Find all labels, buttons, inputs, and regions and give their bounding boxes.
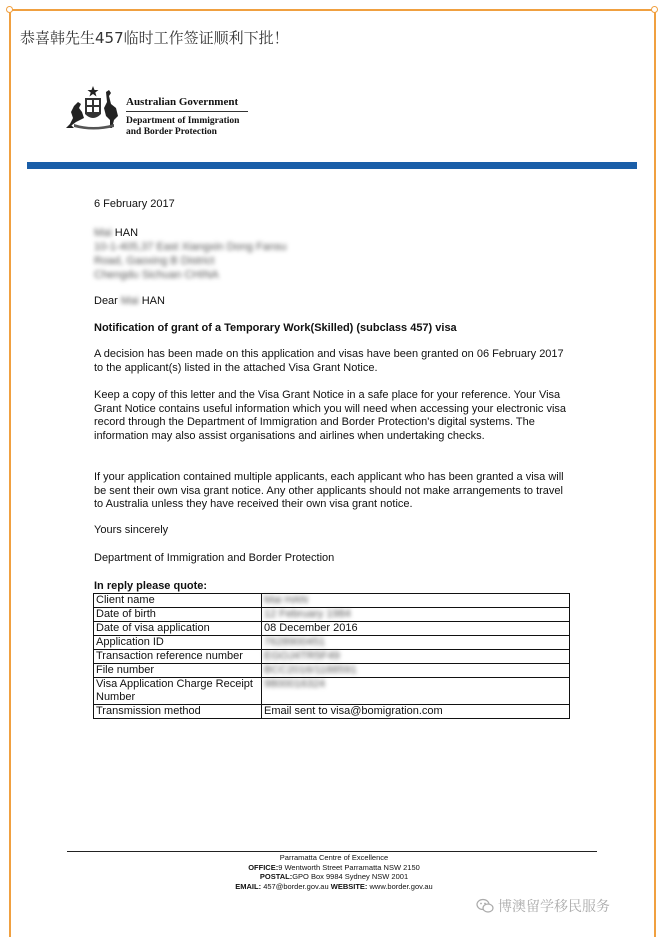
row-value: 08 December 2016 <box>262 622 570 636</box>
reference-table <box>93 593 570 719</box>
recipient-address-line1: 10-1-405,37 East Xiangxin Dong Fansu <box>94 241 287 253</box>
footer-contact: EMAIL: 457@border.gov.au WEBSITE: www.border.gov.au <box>235 881 433 891</box>
recipient-address-line3: Chengdu Sichuan CHINA <box>94 269 219 281</box>
table-row <box>94 608 570 622</box>
letter-paragraph-2: Keep a copy of this letter and the Visa Grant Notice in a safe place for your reference. Your Visa Grant Notice contains useful information which you will need when accessing your electronic visa record through the Department of Immigration and Border Protection's digital systems. The information may also assist organisations and airlines when undertaking checks. <box>94 389 567 442</box>
letterhead-blue-bar <box>27 162 637 169</box>
letter-paragraph-3: If your application contained multiple applicants, each applicant who has been granted a visa will be sent their own visa grant notice. Any other applicants should not make arrangements to travel to Australia unless they have received their own visa grant notice. <box>94 471 564 510</box>
table-row <box>94 594 570 608</box>
footer-postal: POSTAL:GPO Box 9984 Sydney NSW 2001 <box>259 872 409 882</box>
table-row <box>94 678 570 705</box>
row-value-redacted: EGOJ4TR5F49 <box>262 650 570 664</box>
row-label: File number <box>94 664 262 678</box>
row-value: Email sent to visa@bomigration.com <box>262 705 570 719</box>
department-name-line2: and Border Protection <box>126 127 217 137</box>
footer-office: OFFICE:9 Wentworth Street Parramatta NSW 2150 <box>248 862 420 872</box>
row-label: Transaction reference number <box>94 650 262 664</box>
row-value-redacted: Mai HAN <box>262 594 570 608</box>
table-row <box>94 664 570 678</box>
row-value-redacted: BCC2016/1188591 <box>262 664 570 678</box>
table-row <box>94 705 570 719</box>
row-value-redacted: 9800016324 <box>262 678 570 705</box>
table-row <box>94 636 570 650</box>
department-name <box>126 116 266 138</box>
letter-footer <box>140 853 528 891</box>
row-value-redacted: 12 February 1984 <box>262 608 570 622</box>
letter-signature: Department of Immigration and Border Protection <box>94 552 335 564</box>
salutation <box>94 295 165 309</box>
letter-date: 6 February 2017 <box>94 198 175 210</box>
letterhead-divider <box>126 111 248 112</box>
government-name: Australian Government <box>126 96 239 108</box>
table-row <box>94 650 570 664</box>
watermark-text: 博澳留学移民服务 <box>498 899 610 915</box>
recipient-family-name: HAN <box>114 227 139 239</box>
row-label: Application ID <box>94 636 262 650</box>
row-label: Client name <box>94 594 262 608</box>
quote-heading: In reply please quote: <box>94 580 208 592</box>
salutation-prefix: Dear <box>94 295 118 307</box>
footer-divider <box>67 851 597 852</box>
wechat-icon <box>476 898 494 914</box>
recipient-given-name-redacted: Mai <box>94 227 112 239</box>
letter-subject: Notification of grant of a Temporary Work(Skilled) (subclass 457) visa <box>94 322 457 334</box>
table-row <box>94 622 570 636</box>
post-headline: 恭喜韩先生457临时工作签证顺利下批！ <box>20 29 289 47</box>
row-label: Visa Application Charge Receipt Number <box>94 678 262 705</box>
footer-centre-name: Parramatta Centre of Excellence <box>279 853 389 862</box>
department-name-line1: Department of Immigration <box>126 116 240 126</box>
letter-closing: Yours sincerely <box>94 524 169 536</box>
wechat-watermark <box>476 896 610 916</box>
row-label: Date of birth <box>94 608 262 622</box>
coat-of-arms-icon <box>64 84 122 130</box>
recipient-address-line2: Road, Gaoxing B District <box>94 255 215 267</box>
recipient-name <box>94 227 138 241</box>
salutation-family-name: HAN <box>141 295 165 307</box>
row-label: Transmission method <box>94 705 262 719</box>
salutation-given-name-redacted: Mai <box>120 295 139 307</box>
row-label: Date of visa application <box>94 622 262 636</box>
letter-paragraph-1: A decision has been made on this application and visas have been granted on 06 February 2017 to the applicant(s) listed in the attached Visa Grant Notice. <box>94 348 564 374</box>
row-value-redacted: 7628900451 <box>262 636 570 650</box>
